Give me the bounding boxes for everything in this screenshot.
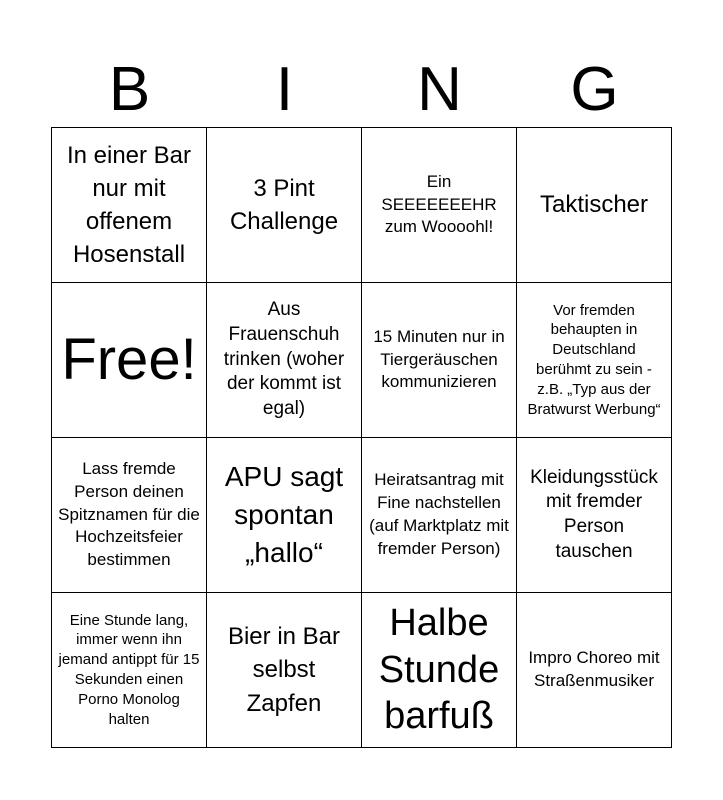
bingo-cell[interactable] xyxy=(207,283,362,438)
bingo-cell-text: Vor fremden behaupten in Deutschland berühmt zu sein - z.B. „Typ aus der Bratwurst Werbung“ xyxy=(527,301,661,418)
header-letter-b: B xyxy=(108,55,151,124)
bingo-cell[interactable] xyxy=(362,283,517,438)
bingo-cell-text: Kleidungsstück mit fremder Person tauschen xyxy=(530,466,658,562)
bingo-cell-text: Lass fremde Person deinen Spitznamen für die Hochzeitsfeier bestimmen xyxy=(58,458,200,570)
bingo-cell-text: 3 Pint Challenge xyxy=(229,174,339,235)
free-space-text: Free! xyxy=(61,327,197,392)
bingo-cell[interactable] xyxy=(517,283,672,438)
bingo-header xyxy=(52,52,672,128)
bingo-cell[interactable] xyxy=(207,593,362,748)
bingo-cell-text: Impro Choreo mit Straßenmusiker xyxy=(528,648,660,690)
bingo-cell-text: Heiratsantrag mit Fine nachstellen (auf Marktplatz mit fremder Person) xyxy=(369,470,509,558)
bingo-cell-text: Eine Stunde lang, immer wenn ihn jemand antippt für 15 Sekunden einen Porno Monolog halten xyxy=(58,611,200,728)
header-letter-g: G xyxy=(570,55,619,124)
bingo-cell[interactable] xyxy=(362,593,517,748)
bingo-cell[interactable] xyxy=(517,593,672,748)
bingo-cell-text: Ein SEEEEEEEHR zum Woooohl! xyxy=(381,171,497,237)
bingo-cell-text: Halbe Stunde barfuß xyxy=(378,602,500,738)
bingo-cell[interactable] xyxy=(207,438,362,593)
bingo-cell-text: 15 Minuten nur in Tiergeräuschen kommunizieren xyxy=(373,326,505,392)
header-letter-n: N xyxy=(417,55,462,124)
bingo-cell-text: Aus Frauenschuh trinken (woher der kommt ist egal) xyxy=(223,299,345,420)
bingo-cell-text: APU sagt spontan „hallo“ xyxy=(224,461,344,568)
bingo-cell[interactable] xyxy=(517,438,672,593)
bingo-cell-text: Bier in Bar selbst Zapfen xyxy=(227,623,341,717)
bingo-cell-text: Taktischer xyxy=(539,191,649,219)
bingo-cell-text: In einer Bar nur mit offenem Hosenstall xyxy=(66,141,192,269)
bingo-board xyxy=(51,127,672,748)
bingo-cell[interactable] xyxy=(52,593,207,748)
bingo-cell[interactable] xyxy=(207,128,362,283)
header-letter-i: I xyxy=(275,55,294,124)
bingo-cell[interactable] xyxy=(362,438,517,593)
bingo-cell[interactable] xyxy=(517,128,672,283)
bingo-cell[interactable] xyxy=(52,128,207,283)
bingo-cell[interactable] xyxy=(362,128,517,283)
bingo-cell[interactable] xyxy=(52,438,207,593)
free-space-cell[interactable] xyxy=(52,283,207,438)
